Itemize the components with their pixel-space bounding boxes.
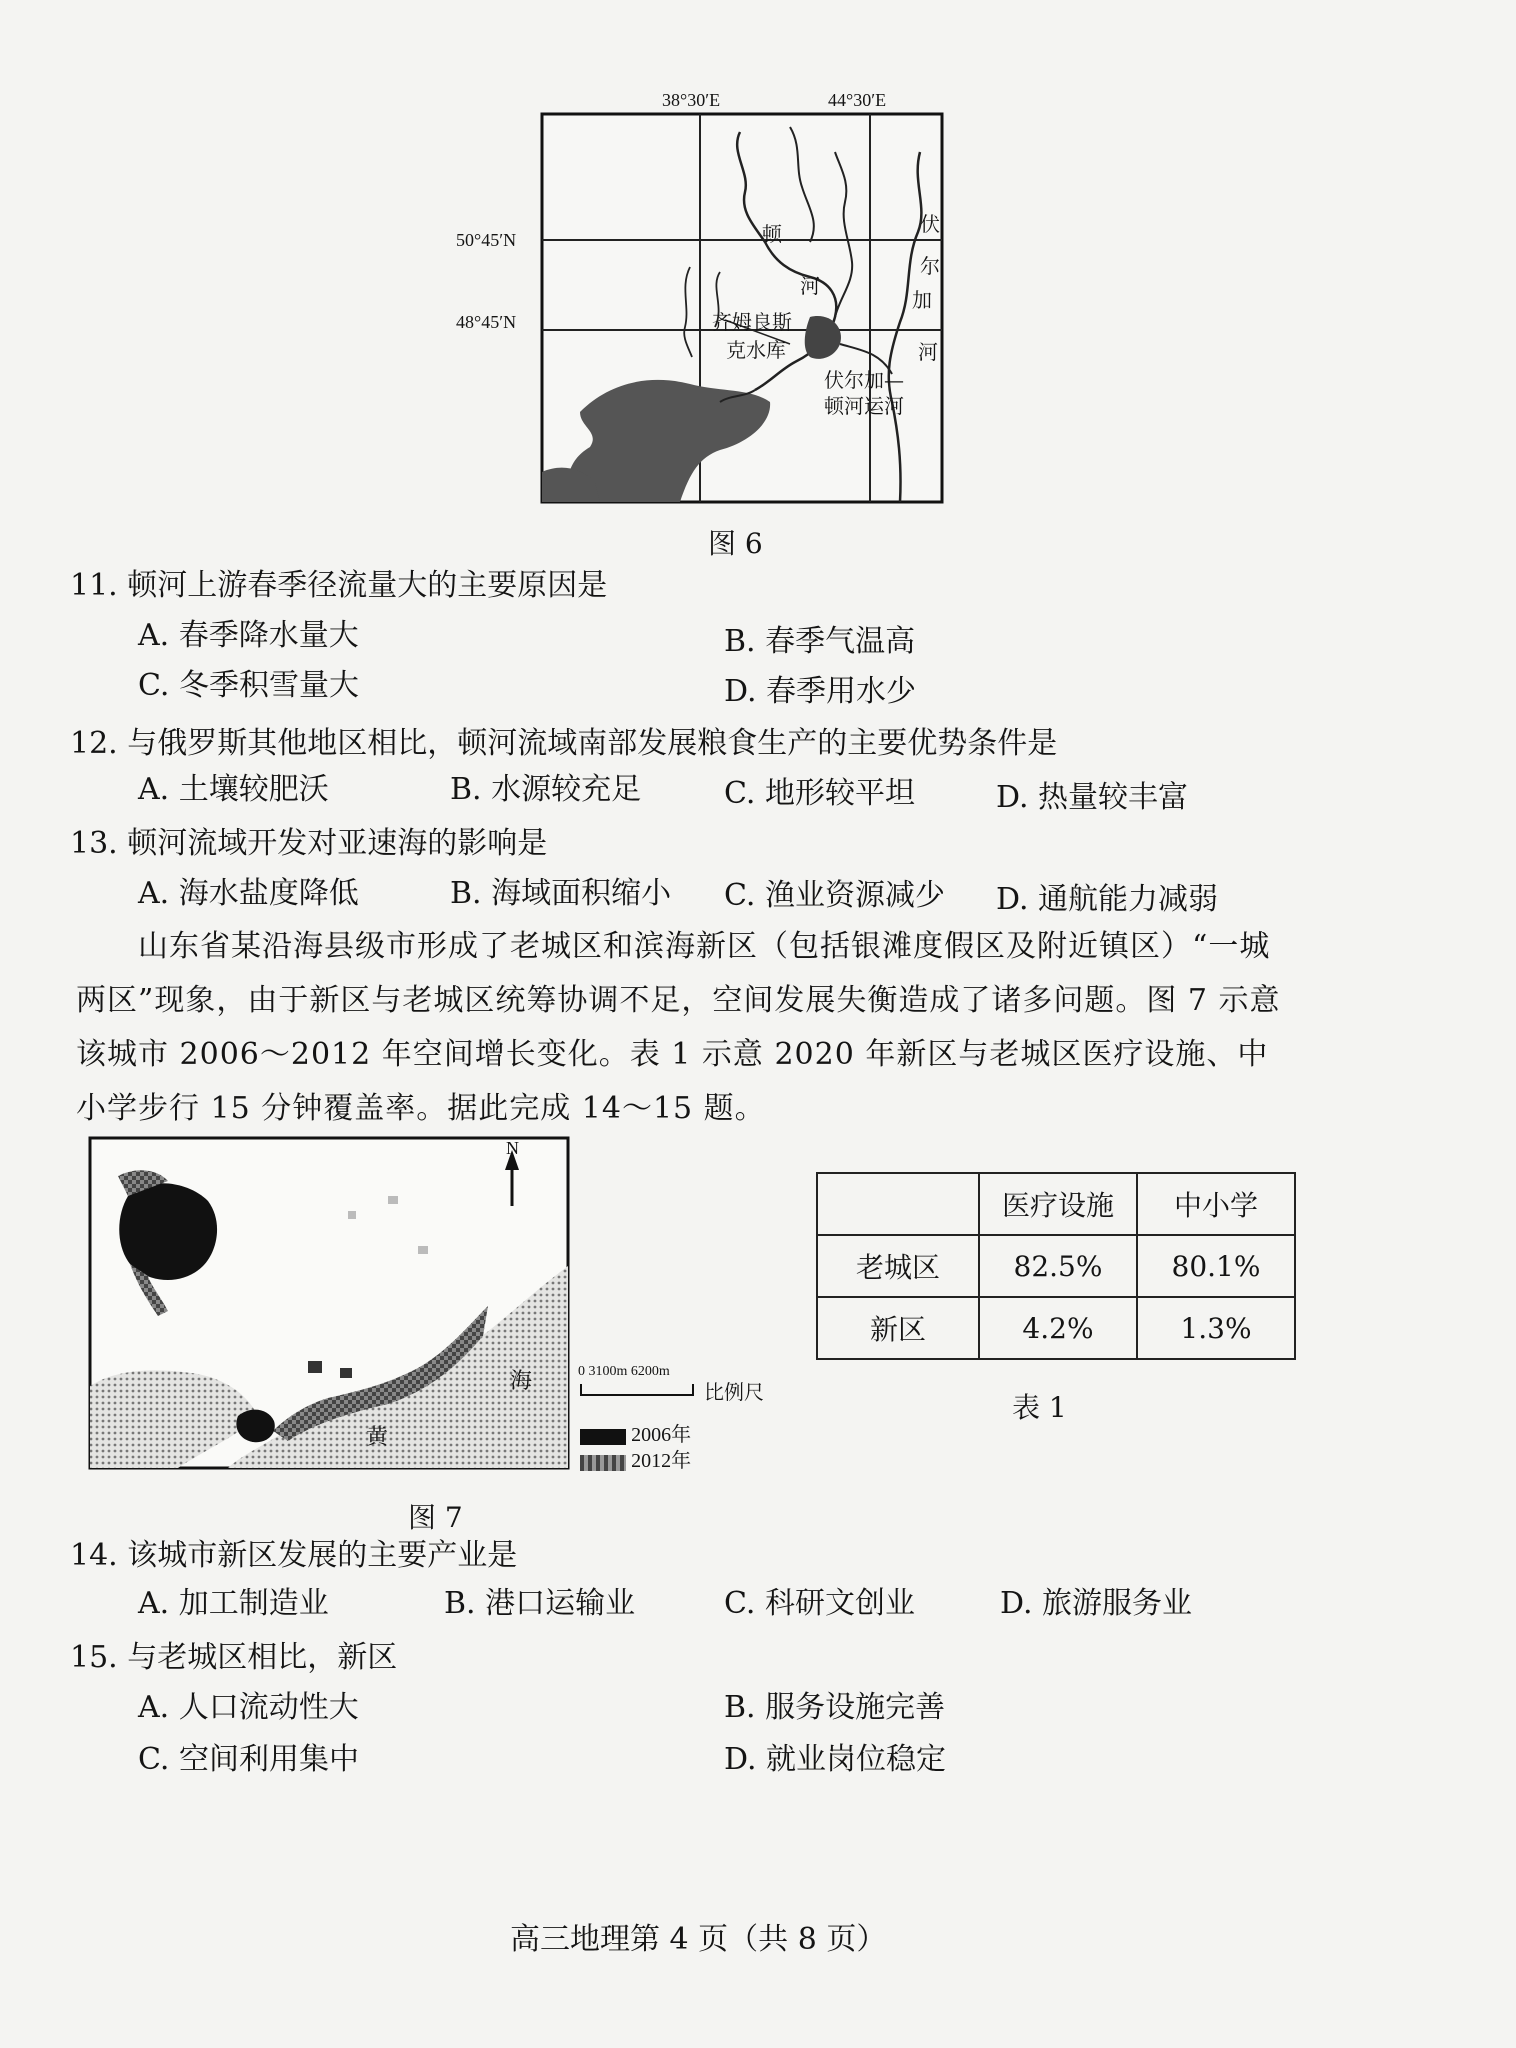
question-14-option-a: A. 加工制造业 [138, 1586, 329, 1621]
table-cell: 新区 [817, 1297, 979, 1359]
question-14-option-d: D. 旅游服务业 [1000, 1586, 1193, 1621]
question-14-option-c: C. 科研文创业 [724, 1586, 915, 1621]
map-label-volga-3: 加 [912, 288, 932, 312]
scale-ticks: 0 3100m 6200m [578, 1364, 670, 1379]
map-label-canal-2: 顿河运河 [824, 394, 904, 418]
question-11-stem: 11. 顿河上游春季径流量大的主要原因是 [70, 568, 608, 603]
question-12-option-a: A. 土壤较肥沃 [138, 772, 329, 807]
question-11-option-b: B. 春季气温高 [724, 624, 916, 659]
table-header-cell: 中小学 [1137, 1173, 1295, 1235]
map-label-reservoir-1: 齐姆良斯 [712, 310, 792, 334]
page-footer: 高三地理第 4 页（共 8 页） [510, 1922, 887, 1957]
latitude-label-north: 50°45′N [456, 230, 517, 250]
map-label-don-1: 顿 [762, 222, 782, 246]
table-cell: 老城区 [817, 1235, 979, 1297]
map-label-sea-2: 黄 [366, 1424, 389, 1449]
legend-label-2012: 2012年 [631, 1450, 692, 1472]
table-row [817, 1235, 1295, 1297]
question-15-option-a: A. 人口流动性大 [138, 1690, 359, 1725]
map-label-volga-2: 尔 [920, 254, 940, 278]
question-13-option-d: D. 通航能力减弱 [996, 882, 1219, 917]
map-label-volga-1: 伏 [920, 212, 940, 236]
question-12-option-b: B. 水源较充足 [450, 772, 642, 807]
map-label-volga-4: 河 [918, 340, 938, 364]
table-header-cell: 医疗设施 [979, 1173, 1137, 1235]
scale-label: 比例尺 [704, 1382, 764, 1404]
latitude-label-south: 48°45′N [456, 312, 517, 332]
table-cell: 82.5% [979, 1235, 1137, 1297]
question-13-option-a: A. 海水盐度降低 [138, 876, 359, 911]
question-15-option-b: B. 服务设施完善 [724, 1690, 946, 1725]
legend-swatch-2006 [580, 1429, 626, 1445]
table-1-caption: 表 1 [1012, 1391, 1067, 1424]
question-14-stem: 14. 该城市新区发展的主要产业是 [70, 1538, 518, 1573]
table-header-row [817, 1173, 1295, 1235]
longitude-label-west: 38°30′E [662, 90, 721, 110]
question-11-option-d: D. 春季用水少 [724, 674, 917, 709]
question-11-option-a: A. 春季降水量大 [138, 618, 359, 653]
figure-7-caption: 图 7 [408, 1501, 463, 1534]
question-12-option-c: C. 地形较平坦 [724, 776, 915, 811]
question-15-option-d: D. 就业岗位稳定 [724, 1742, 947, 1777]
question-14-option-b: B. 港口运输业 [444, 1586, 636, 1621]
scale-bar [580, 1384, 694, 1396]
question-13-option-b: B. 海域面积缩小 [450, 876, 672, 911]
legend-swatch-2012 [580, 1455, 626, 1471]
table-1 [816, 1172, 1296, 1360]
question-15-option-c: C. 空间利用集中 [138, 1742, 359, 1777]
legend-2006 [580, 1418, 691, 1447]
map-label-sea-1: 海 [510, 1368, 533, 1393]
table-cell: 4.2% [979, 1297, 1137, 1359]
map-label-reservoir-2: 克水库 [726, 338, 786, 362]
reading-passage: 山东省某沿海县级市形成了老城区和滨海新区（包括银滩度假区及附近镇区）“一城两区”现象，由于新区与老城区统筹协调不足，空间发展失衡造成了诸多问题。图 7 示意该城市 2006～2012 年空间增长变化。表 1 示意 2020 年新区与老城区医疗设施、中小学步行 15 分钟覆盖率。据此完成 14～15 题。 [76, 929, 1281, 1126]
map-label-don-2: 河 [800, 274, 820, 298]
legend-2012 [580, 1444, 691, 1473]
question-13-option-c: C. 渔业资源减少 [724, 878, 945, 913]
table-cell: 80.1% [1137, 1235, 1295, 1297]
question-12-option-d: D. 热量较丰富 [996, 780, 1189, 815]
figure-7-map [88, 1136, 570, 1470]
city-growth-map [88, 1136, 570, 1470]
question-15-stem: 15. 与老城区相比，新区 [70, 1640, 398, 1675]
question-13-stem: 13. 顿河流域开发对亚速海的影响是 [70, 826, 548, 861]
table-cell: 1.3% [1137, 1297, 1295, 1359]
table-row [817, 1297, 1295, 1359]
legend-label-2006: 2006年 [631, 1424, 692, 1446]
figure-6-caption: 图 6 [708, 527, 763, 560]
longitude-label-east: 44°30′E [828, 90, 887, 110]
map-label-canal-1: 伏尔加— [824, 368, 904, 392]
question-11-option-c: C. 冬季积雪量大 [138, 668, 359, 703]
table-header-cell [817, 1173, 979, 1235]
question-12-stem: 12. 与俄罗斯其他地区相比，顿河流域南部发展粮食生产的主要优势条件是 [70, 726, 1058, 761]
north-indicator: N [506, 1138, 519, 1158]
